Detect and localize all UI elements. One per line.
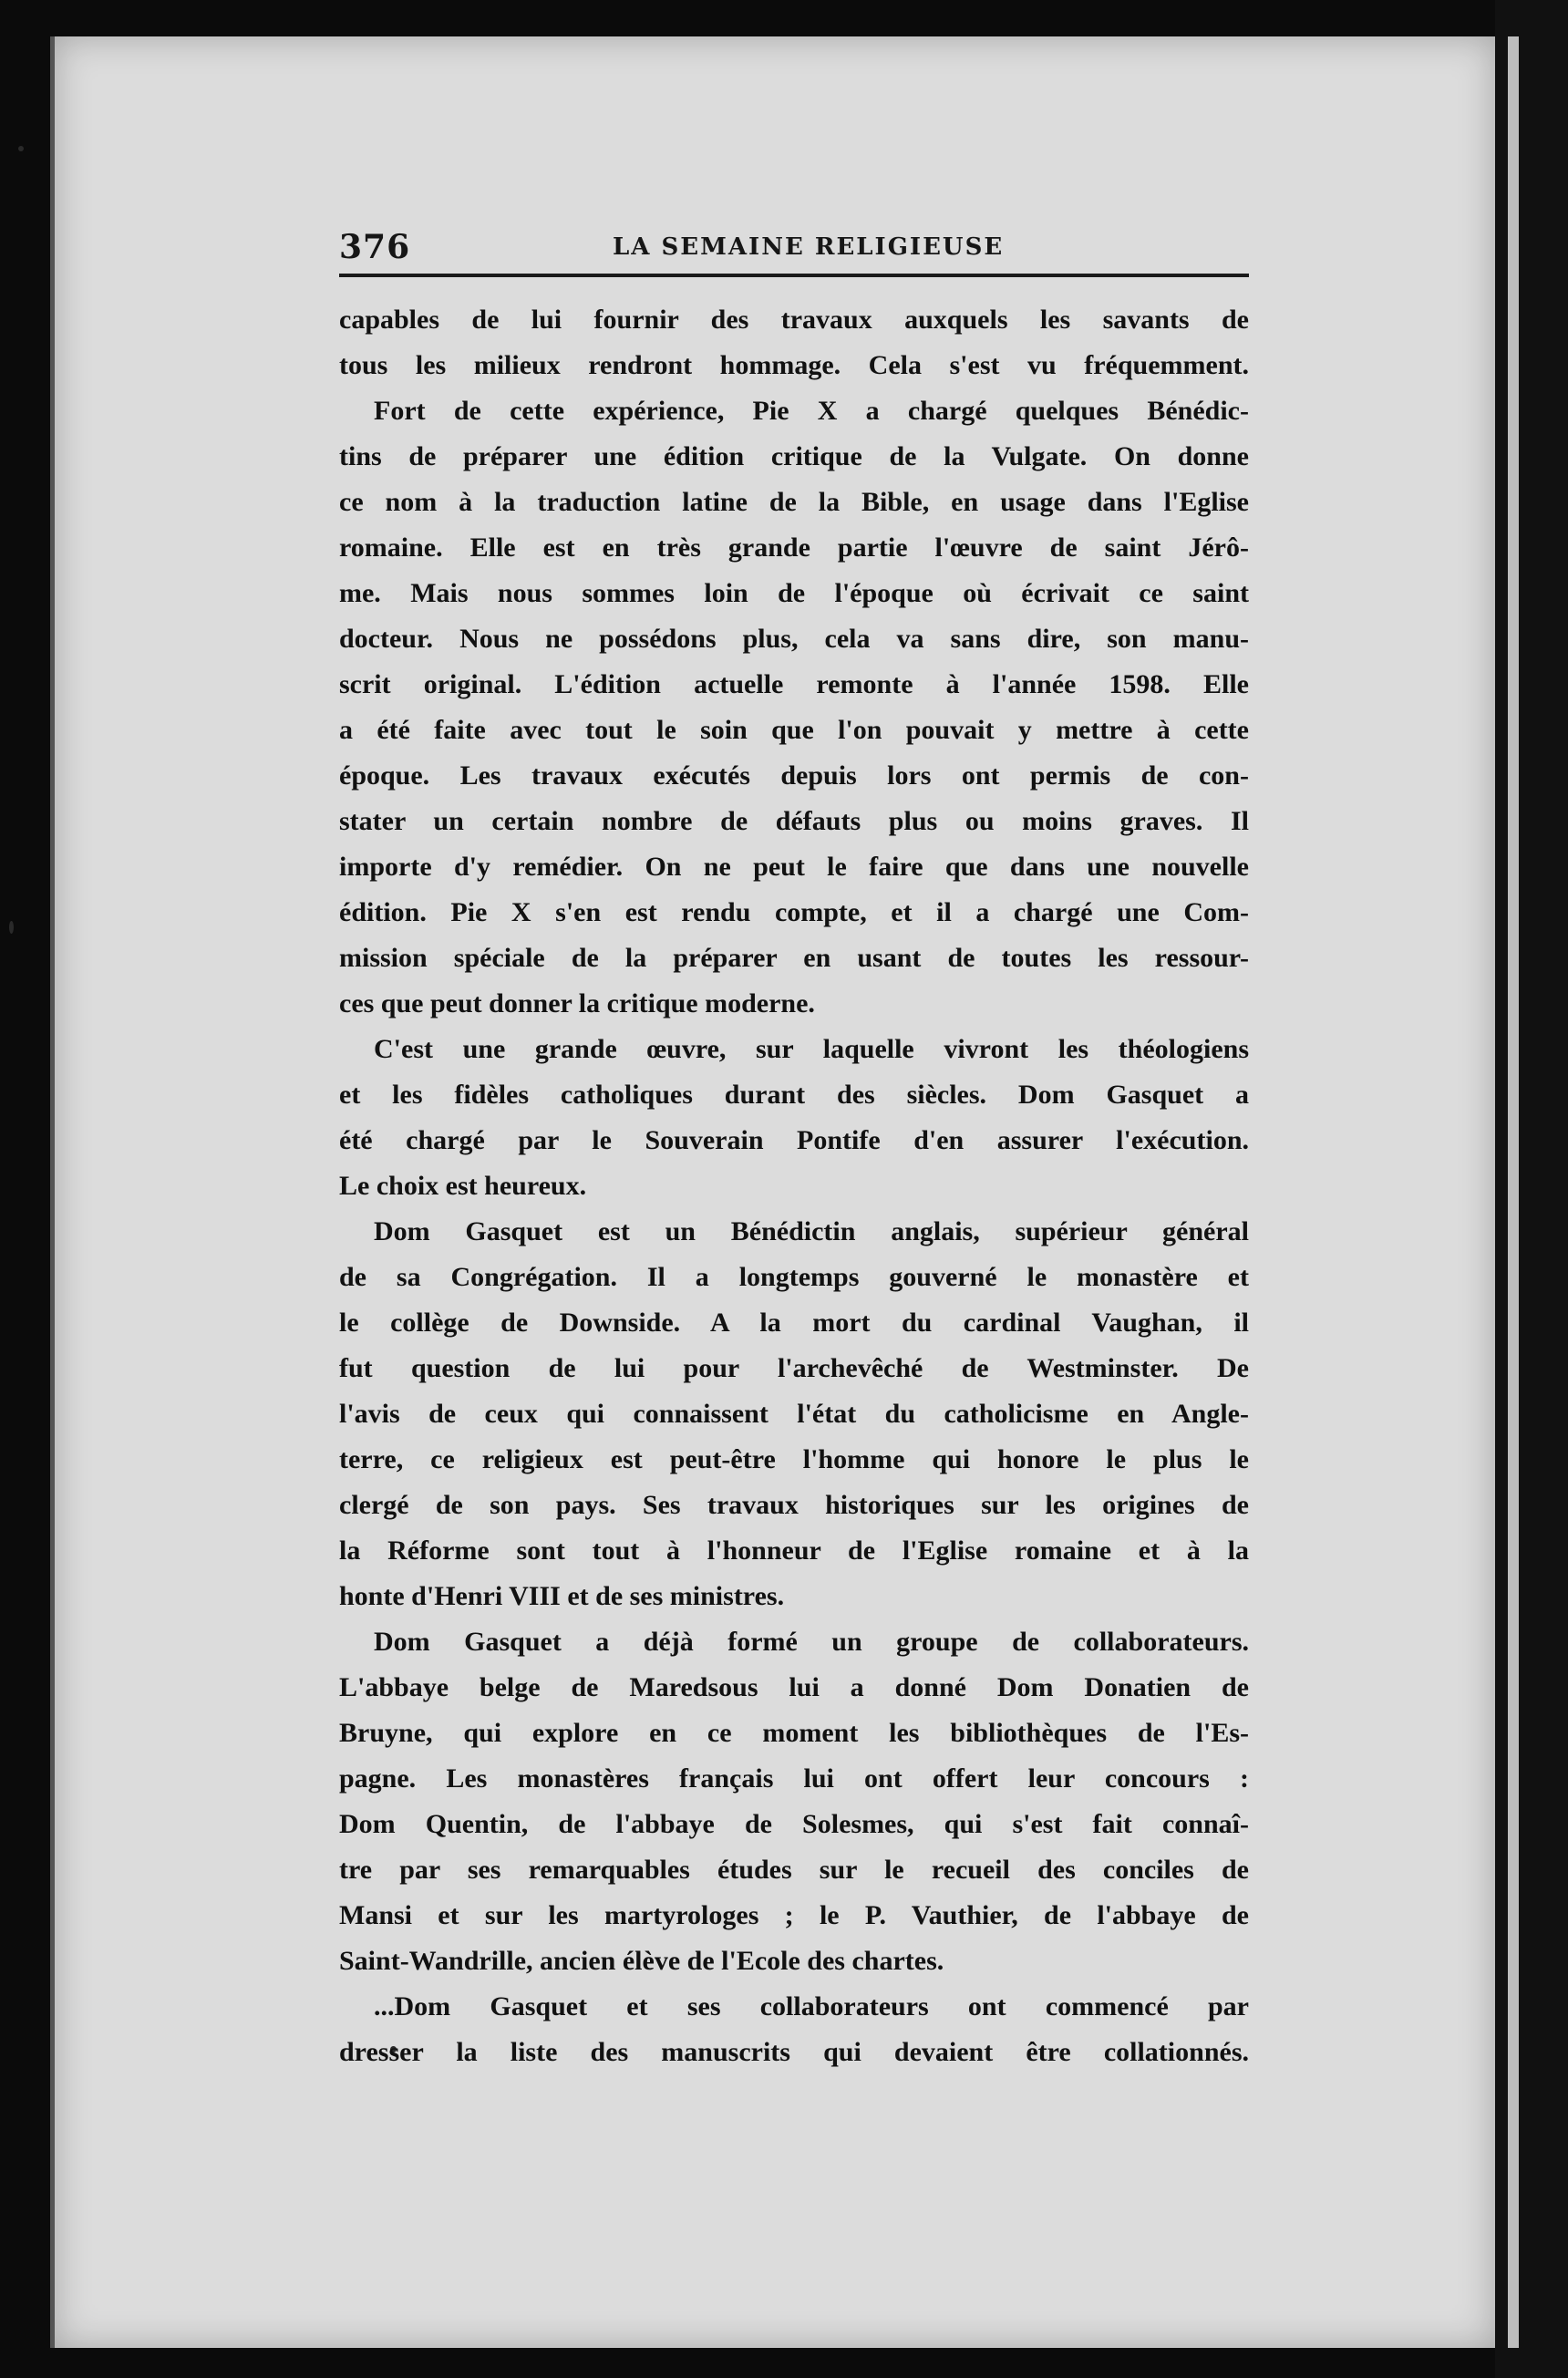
text-line: édition. Pie X s'en est rendu compte, et il a chargé une Com-: [339, 897, 1249, 927]
text-line: clergé de son pays. Ses travaux historiques sur les origines de: [339, 1490, 1249, 1520]
text-line: terre, ce religieux est peut-être l'homme qui honore le plus le: [339, 1444, 1249, 1474]
text-line: ...Dom Gasquet et ses collaborateurs ont commencé par: [374, 1991, 1249, 2021]
text-line: docteur. Nous ne possédons plus, cela va sans dire, son manu-: [339, 624, 1249, 654]
text-line: ces que peut donner la critique moderne.: [339, 988, 815, 1018]
text-line: ce nom à la traduction latine de la Bible, en usage dans l'Eglise: [339, 487, 1249, 517]
text-line: L'abbaye belge de Maredsous lui a donné Dom Donatien de: [339, 1672, 1249, 1702]
facing-page-strip: [1508, 36, 1519, 2348]
text-line: et les fidèles catholiques durant des siècles. Dom Gasquet a: [339, 1080, 1249, 1110]
text-line: de sa Congrégation. Il a longtemps gouverné le monastère et: [339, 1262, 1249, 1292]
text-line: tous les milieux rendront hommage. Cela s'est vu fréquemment.: [339, 350, 1249, 380]
text-line: Saint-Wandrille, ancien élève de l'Ecole des chartes.: [339, 1946, 944, 1976]
text-line: C'est une grande œuvre, sur laquelle vivront les théologiens: [374, 1034, 1249, 1064]
text-line: Bruyne, qui explore en ce moment les bibliothèques de l'Es-: [339, 1718, 1249, 1748]
text-line: l'avis de ceux qui connaissent l'état du catholicisme en Angle-: [339, 1399, 1249, 1429]
text-line: scrit original. L'édition actuelle remonte à l'année 1598. Elle: [339, 669, 1249, 699]
body-text: [339, 297, 1249, 2075]
text-line: capables de lui fournir des travaux auxquels les savants de: [339, 305, 1249, 335]
text-line: a été faite avec tout le soin que l'on pouvait y mettre à cette: [339, 715, 1249, 745]
text-line: importe d'y remédier. On ne peut le faire que dans une nouvelle: [339, 852, 1249, 882]
text-line: stater un certain nombre de défauts plus ou moins graves. Il: [339, 806, 1249, 836]
text-line: Dom Gasquet est un Bénédictin anglais, supérieur général: [374, 1216, 1249, 1246]
text-line: dresser la liste des manuscrits qui devaient être collationnés.: [339, 2037, 1249, 2067]
running-title: LA SEMAINE RELIGIEUSE: [613, 233, 1005, 261]
text-line: romaine. Elle est en très grande partie l'œuvre de saint Jérô-: [339, 532, 1249, 563]
text-line: été chargé par le Souverain Pontife d'en assurer l'exécution.: [339, 1125, 1249, 1155]
text-line: Le choix est heureux.: [339, 1171, 587, 1201]
text-line: Fort de cette expérience, Pie X a chargé quelques Bénédic-: [374, 396, 1249, 426]
text-line: me. Mais nous sommes loin de l'époque où écrivait ce saint: [339, 578, 1249, 608]
text-line: tre par ses remarquables études sur le recueil des conciles de: [339, 1855, 1249, 1885]
page-number: 376: [339, 228, 411, 266]
text-line: le collège de Downside. A la mort du cardinal Vaughan, il: [339, 1308, 1249, 1338]
facing-page-edge: [1495, 0, 1568, 2378]
header-rule: [339, 274, 1249, 277]
text-line: la Réforme sont tout à l'honneur de l'Eglise romaine et à la: [339, 1535, 1249, 1566]
text-line: tins de préparer une édition critique de la Vulgate. On donne: [339, 441, 1249, 471]
running-header: [339, 228, 1249, 274]
text-line: fut question de lui pour l'archevêché de Westminster. De: [339, 1353, 1249, 1383]
text-line: Dom Quentin, de l'abbaye de Solesmes, qui s'est fait connaî-: [339, 1809, 1249, 1839]
text-line: mission spéciale de la préparer en usant de toutes les ressour-: [339, 943, 1249, 973]
text-line: époque. Les travaux exécutés depuis lors ont permis de con-: [339, 760, 1249, 791]
scan-speck: [18, 146, 24, 151]
text-line: Dom Gasquet a déjà formé un groupe de collaborateurs.: [374, 1627, 1249, 1657]
text-line: Mansi et sur les martyrologes ; le P. Vauthier, de l'abbaye de: [339, 1900, 1249, 1930]
text-line: pagne. Les monastères français lui ont offert leur concours :: [339, 1763, 1249, 1794]
text-line: honte d'Henri VIII et de ses ministres.: [339, 1581, 785, 1611]
scan-speck: [9, 921, 14, 934]
